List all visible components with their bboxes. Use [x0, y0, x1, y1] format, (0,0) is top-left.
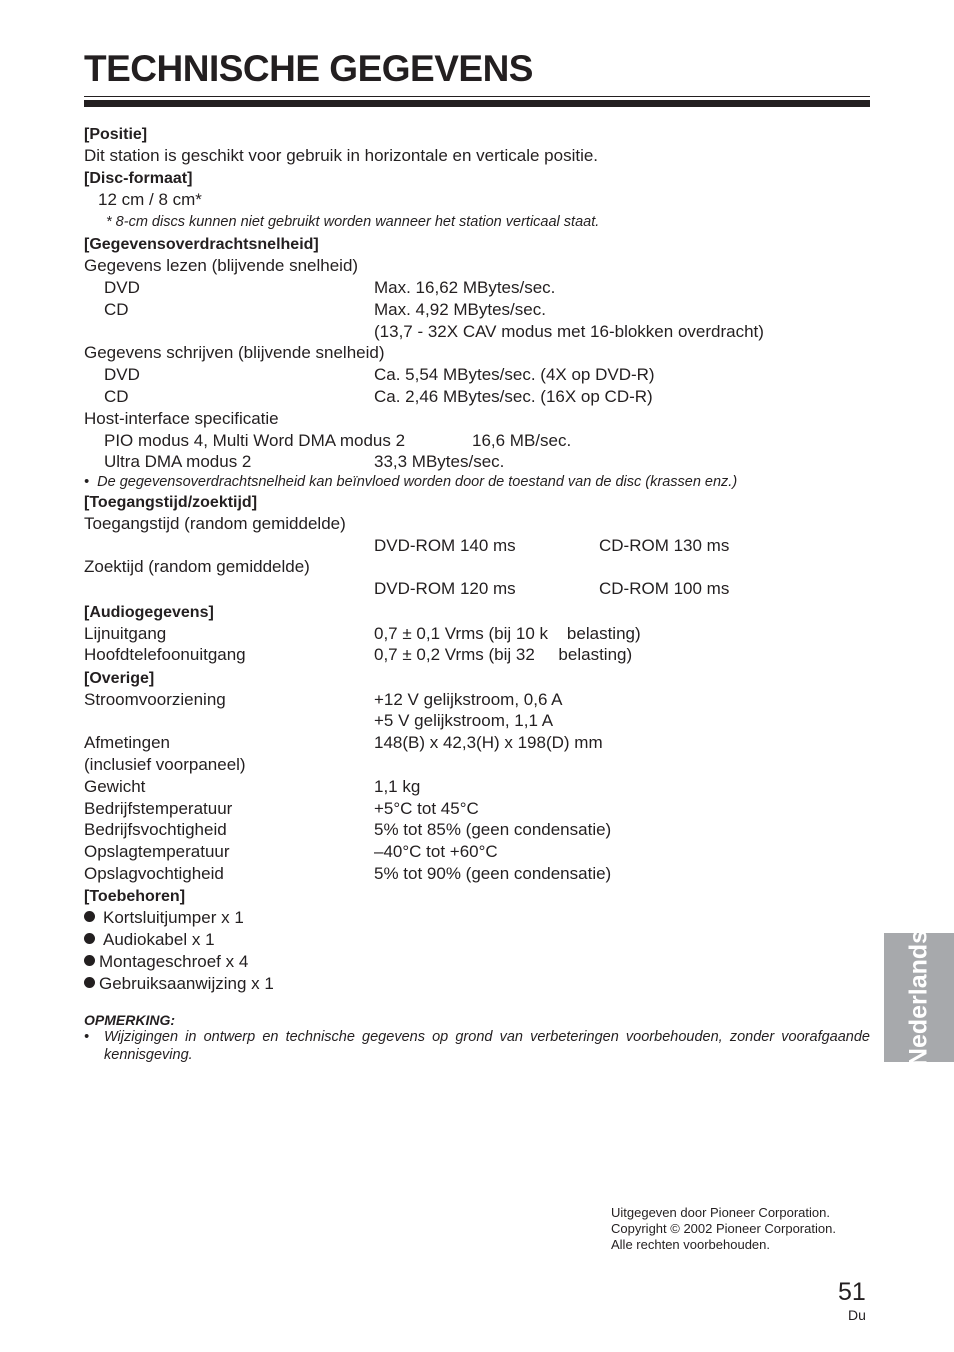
transfer-pio-label: PIO modus 4, Multi Word DMA modus 2	[104, 431, 406, 450]
power-label: Stroomvoorziening	[84, 690, 226, 709]
list-item	[84, 952, 248, 972]
transfer-pio-value: 16,6 MB/sec.	[472, 431, 572, 450]
audio-line-value: 0,7 ± 0,1 Vrms (bij 10 k belasting)	[374, 624, 641, 643]
seek-cd-value: CD-ROM 100 ms	[599, 579, 730, 598]
access-label: Toegangstijd (random gemiddelde)	[84, 514, 346, 533]
transfer-write-label: Gegevens schrijven (blijvende snelheid)	[84, 343, 385, 362]
weight-value: 1,1 kg	[374, 777, 421, 796]
transfer-write-dvd-label: DVD	[104, 365, 140, 384]
transfer-read-cd-note: (13,7 - 32X CAV modus met 16-blokken overdracht)	[374, 322, 764, 341]
section-heading-access: [Toegangstijd/zoektijd]	[84, 494, 258, 511]
dimensions-label-2: (inclusief voorpaneel)	[84, 755, 246, 774]
transfer-write-cd-label: CD	[104, 387, 129, 406]
transfer-read-cd-label: CD	[104, 300, 129, 319]
transfer-note	[84, 473, 737, 491]
transfer-write-cd-value: Ca. 2,46 MBytes/sec. (16X op CD-R)	[374, 387, 653, 406]
accessory-label: Gebruiksaanwijzing x 1	[99, 974, 274, 993]
operating-temperature-value: +5°C tot 45°C	[374, 799, 479, 818]
note-text: Wijzigingen in ontwerp en technische gegevens op grond van verbeteringen voorbehouden, zonder voorafgaande kennisgeving.	[104, 1029, 870, 1063]
transfer-read-dvd-label: DVD	[104, 278, 140, 297]
bullet-icon	[84, 933, 95, 944]
bullet-icon	[84, 911, 95, 922]
transfer-note-text: De gegevensoverdrachtsnelheid kan beïnvloed worden door de toestand van de disc (krassen enz.)	[97, 474, 738, 490]
disc-formaat-value: 12 cm / 8 cm*	[98, 190, 202, 209]
section-heading-disc-formaat: [Disc-formaat]	[84, 170, 193, 187]
disc-formaat-footnote: * 8-cm discs kunnen niet gebruikt worden wanneer het station verticaal staat.	[106, 214, 600, 230]
seek-dvd-value: DVD-ROM 120 ms	[374, 579, 516, 598]
page-number: 51	[838, 1278, 866, 1306]
storage-humidity-label: Opslagvochtigheid	[84, 864, 224, 883]
transfer-read-label: Gegevens lezen (blijvende snelheid)	[84, 256, 359, 275]
accessory-label: Kortsluitjumper x 1	[103, 908, 244, 927]
power-value-1: +12 V gelijkstroom, 0,6 A	[374, 690, 563, 709]
note-bullet: •	[84, 1029, 90, 1045]
list-item	[84, 974, 274, 994]
publisher-line-2: Copyright © 2002 Pioneer Corporation.	[611, 1221, 836, 1236]
dimensions-label: Afmetingen	[84, 733, 170, 752]
storage-temperature-value: –40°C tot +60°C	[374, 842, 498, 861]
transfer-read-dvd-value: Max. 16,62 MBytes/sec.	[374, 278, 556, 297]
weight-label: Gewicht	[84, 777, 146, 796]
access-dvd-value: DVD-ROM 140 ms	[374, 536, 516, 555]
language-code: Du	[848, 1307, 866, 1323]
bullet-icon	[84, 955, 95, 966]
title-rule-thin	[84, 96, 870, 97]
audio-line-label: Lijnuitgang	[84, 624, 167, 643]
operating-humidity-value: 5% tot 85% (geen condensatie)	[374, 820, 612, 839]
audio-head-value: 0,7 ± 0,2 Vrms (bij 32 belasting)	[374, 645, 633, 664]
publisher-line-1: Uitgegeven door Pioneer Corporation.	[611, 1205, 830, 1220]
storage-temperature-label: Opslagtemperatuur	[84, 842, 230, 861]
dimensions-value: 148(B) x 42,3(H) x 198(D) mm	[374, 733, 603, 752]
transfer-udma-label: Ultra DMA modus 2	[104, 452, 252, 471]
operating-humidity-label: Bedrijfsvochtigheid	[84, 820, 227, 839]
note-title: OPMERKING:	[84, 1012, 175, 1028]
section-heading-transfer: [Gegevensoverdrachtsnelheid]	[84, 236, 319, 253]
section-heading-toebehoren: [Toebehoren]	[84, 888, 186, 905]
section-heading-overige: [Overige]	[84, 670, 155, 687]
operating-temperature-label: Bedrijfstemperatuur	[84, 799, 233, 818]
transfer-read-cd-value: Max. 4,92 MBytes/sec.	[374, 300, 546, 319]
section-heading-positie: [Positie]	[84, 126, 148, 143]
bullet-icon	[84, 977, 95, 988]
list-item	[84, 908, 244, 928]
list-item	[84, 930, 215, 950]
power-value-2: +5 V gelijkstroom, 1,1 A	[374, 711, 554, 730]
transfer-note-bullet: •	[84, 474, 90, 490]
title-rule-thick	[84, 100, 870, 107]
language-side-tab	[884, 929, 954, 1066]
seek-label: Zoektijd (random gemiddelde)	[84, 557, 310, 576]
accessory-label: Montageschroef x 4	[99, 952, 249, 971]
storage-humidity-value: 5% tot 90% (geen condensatie)	[374, 864, 612, 883]
access-cd-value: CD-ROM 130 ms	[599, 536, 730, 555]
page-title: TECHNISCHE GEGEVENS	[84, 48, 533, 89]
audio-head-label: Hoofdtelefoonuitgang	[84, 645, 246, 664]
positie-text: Dit station is geschikt voor gebruik in horizontale en verticale positie.	[84, 146, 599, 165]
language-side-tab-label: Nederlands	[904, 929, 933, 1066]
section-heading-audio: [Audiogegevens]	[84, 604, 214, 621]
publisher-line-3: Alle rechten voorbehouden.	[611, 1237, 771, 1252]
transfer-host-label: Host-interface specificatie	[84, 409, 279, 428]
transfer-udma-value: 33,3 MBytes/sec.	[374, 452, 505, 471]
transfer-write-dvd-value: Ca. 5,54 MBytes/sec. (4X op DVD-R)	[374, 365, 655, 384]
accessory-label: Audiokabel x 1	[103, 930, 215, 949]
